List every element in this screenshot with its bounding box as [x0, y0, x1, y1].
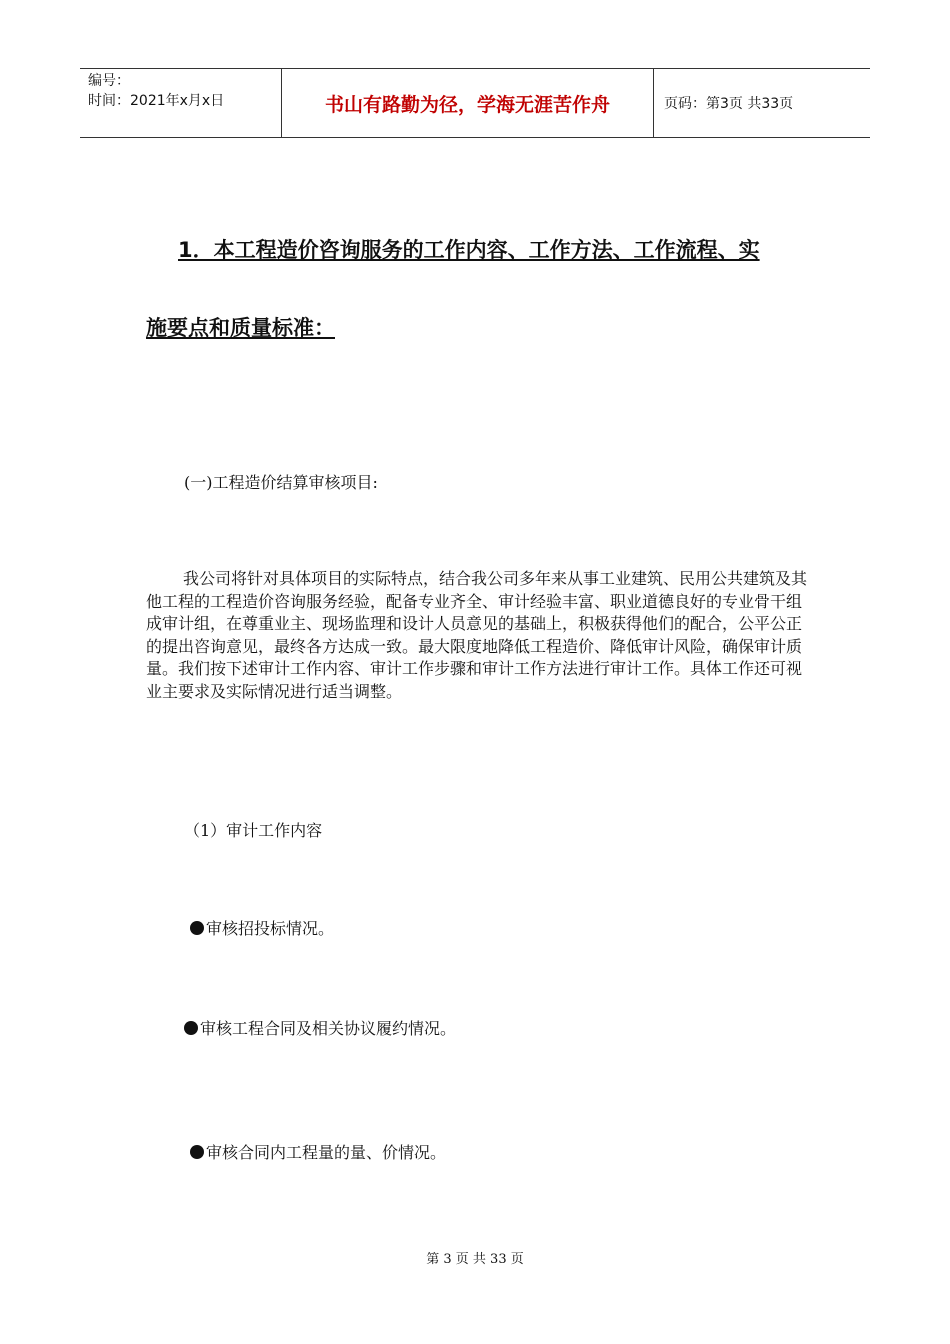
bullet-icon: [184, 1021, 198, 1035]
page-header: [80, 68, 870, 138]
time-label: 时间：2021年x月x日: [88, 93, 225, 109]
document-title-line-1: 1．本工程造价咨询服务的工作内容、工作方法、工作流程、实: [178, 238, 760, 262]
page-footer: 第 3 页 共 33 页: [426, 1252, 524, 1267]
header-meta: [80, 69, 282, 137]
header-page-label: 页码：第3页 共33页: [664, 96, 794, 112]
document-title-line-2: 施要点和质量标准：: [146, 316, 335, 340]
bullet-text: 审核招投标情况。: [206, 919, 335, 938]
intro-paragraph: 我公司将针对具体项目的实际特点，结合我公司多年来从事工业建筑、民用公共建筑及其他工程的工程造价咨询服务经验，配备专业齐全、审计经验丰富、职业道德良好的专业骨干组成审计组，在尊重业主、现场监理和设计人员意见的基础上，积极获得他们的配合，公平公正的提出咨询意见，最终各方达成一致。最大限度地降低工程造价、降低审计风险，确保审计质量。我们按下述审计工作内容、审计工作步骤和审计工作方法进行审计工作。具体工作还可视业主要求及实际情况进行适当调整。: [146, 569, 808, 701]
bullet-item: [190, 1140, 446, 1163]
subsection-heading: （1）审计工作内容: [184, 821, 323, 840]
header-motto: 书山有路勤为径，学海无涯苦作舟: [282, 69, 654, 137]
bullet-text: 审核工程合同及相关协议履约情况。: [200, 1019, 457, 1038]
bullet-icon: [190, 921, 204, 935]
bullet-item: [184, 1016, 456, 1039]
number-label: 编号：: [88, 73, 130, 89]
bullet-item: [190, 916, 334, 939]
bullet-text: 审核合同内工程量的量、价情况。: [206, 1143, 447, 1162]
bullet-icon: [190, 1145, 204, 1159]
section-heading: (一)工程造价结算审核项目:: [184, 473, 378, 492]
